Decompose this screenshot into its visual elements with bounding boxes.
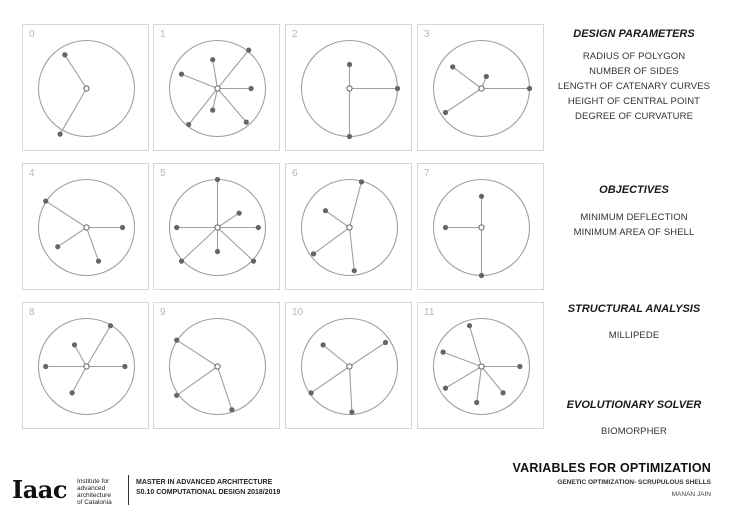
support-point <box>501 390 506 395</box>
variant-number: 1 <box>160 29 166 40</box>
iaac-logo: Iaac <box>12 475 67 504</box>
institute-line: Institute for <box>77 478 110 485</box>
support-point <box>443 225 448 230</box>
catenary-spoke <box>443 352 481 366</box>
footer-divider <box>128 475 129 505</box>
support-point <box>347 62 352 67</box>
program-name: MASTER IN ADVANCED ARCHITECTURE <box>136 479 273 486</box>
support-point <box>352 268 357 273</box>
support-point <box>246 48 251 53</box>
section-heading: EVOLUTIONARY SOLVER <box>566 399 702 411</box>
catenary-spoke <box>58 228 87 247</box>
shell-diagram <box>418 164 545 291</box>
shell-diagram <box>286 25 413 152</box>
support-point <box>249 86 254 91</box>
list-item: HEIGHT OF CENTRAL POINT <box>567 96 701 107</box>
design-parameters-list <box>548 49 720 124</box>
support-point <box>210 57 215 62</box>
support-point <box>474 400 479 405</box>
catenary-spoke <box>75 345 87 367</box>
catenary-spoke <box>182 74 218 88</box>
list-item: LENGTH OF CATENARY CURVES <box>557 81 711 92</box>
institute-line: advanced <box>77 485 106 492</box>
variant-number: 2 <box>292 29 298 40</box>
support-point <box>309 390 314 395</box>
catenary-spoke <box>477 367 482 403</box>
support-point <box>120 225 125 230</box>
support-point <box>441 350 446 355</box>
support-point <box>443 110 448 115</box>
list-item: NUMBER OF SIDES <box>589 66 679 77</box>
shell-variant-panel <box>153 24 280 151</box>
info-panel <box>548 0 720 460</box>
catenary-spoke <box>72 367 86 393</box>
support-point <box>186 122 191 127</box>
support-point <box>323 208 328 213</box>
institute-line: architecture <box>77 492 111 499</box>
shell-diagram <box>418 25 545 152</box>
list-item: DEGREE OF CURVATURE <box>574 111 694 122</box>
support-point <box>43 364 48 369</box>
support-point <box>215 249 220 254</box>
shell-diagram <box>23 25 150 152</box>
central-point <box>479 364 484 369</box>
support-point <box>479 273 484 278</box>
footer <box>0 455 730 516</box>
catenary-spoke <box>350 343 386 367</box>
support-point <box>58 132 63 137</box>
shell-variant-panel <box>417 24 544 151</box>
shell-variant-panel <box>285 163 412 290</box>
support-point <box>517 364 522 369</box>
objectives-list <box>548 210 720 240</box>
central-point <box>347 225 352 230</box>
catenary-spoke <box>350 228 355 271</box>
shell-variant-panel <box>417 163 544 290</box>
catenary-spoke <box>177 340 218 366</box>
support-point <box>450 64 455 69</box>
shell-variant-panel <box>22 24 149 151</box>
support-point <box>179 259 184 264</box>
support-point <box>527 86 532 91</box>
catenary-spoke <box>182 228 218 262</box>
shell-variant-panel <box>22 302 149 429</box>
central-point <box>347 364 352 369</box>
catenary-spoke <box>218 89 247 123</box>
shell-variant-panel <box>22 163 149 290</box>
support-point <box>210 108 215 113</box>
central-point <box>84 225 89 230</box>
catenary-spoke <box>482 367 504 393</box>
support-point <box>311 251 316 256</box>
support-point <box>96 259 101 264</box>
variant-number: 7 <box>424 168 430 179</box>
shell-diagram <box>154 164 281 291</box>
list-item: MINIMUM AREA OF SHELL <box>573 227 695 238</box>
support-point <box>174 338 179 343</box>
support-point <box>62 52 67 57</box>
shell-diagram <box>154 25 281 152</box>
central-point <box>215 364 220 369</box>
catenary-spoke <box>87 326 111 367</box>
support-point <box>43 199 48 204</box>
support-point <box>237 211 242 216</box>
page-title: VARIABLES FOR OPTIMIZATION <box>512 461 711 475</box>
support-point <box>244 120 249 125</box>
variant-number: 0 <box>29 29 35 40</box>
shell-variant-panel <box>417 302 544 429</box>
catenary-spoke <box>326 211 350 228</box>
shell-variant-panel <box>153 302 280 429</box>
central-point <box>84 86 89 91</box>
support-point <box>479 194 484 199</box>
support-point <box>72 342 77 347</box>
central-point <box>84 364 89 369</box>
shell-variant-panel <box>285 24 412 151</box>
central-point <box>215 225 220 230</box>
central-point <box>479 86 484 91</box>
catenary-spoke <box>350 367 352 413</box>
list-item: MILLIPEDE <box>608 330 660 341</box>
catenary-spoke <box>60 89 86 135</box>
support-point <box>215 177 220 182</box>
support-point <box>174 393 179 398</box>
shell-diagram <box>23 164 150 291</box>
catenary-spoke <box>65 55 87 89</box>
support-point <box>349 410 354 415</box>
support-point <box>359 179 364 184</box>
shell-diagram <box>154 303 281 430</box>
catenary-spoke <box>218 228 254 262</box>
catenary-spoke <box>213 60 218 89</box>
page-subtitle: GENETIC OPTIMIZATION- SCRUPULOUS SHELLS <box>557 479 711 486</box>
catenary-spoke <box>218 213 240 227</box>
variant-number: 4 <box>29 168 35 179</box>
shell-variant-panel <box>153 163 280 290</box>
variant-number: 5 <box>160 168 166 179</box>
variant-number: 9 <box>160 307 166 318</box>
support-point <box>108 323 113 328</box>
section-heading: DESIGN PARAMETERS <box>573 28 695 40</box>
catenary-spoke <box>177 367 218 396</box>
catenary-spoke <box>46 201 87 227</box>
catenary-spoke <box>218 50 249 88</box>
catenary-spoke <box>87 228 99 262</box>
support-point <box>467 323 472 328</box>
program-info <box>136 478 280 498</box>
institute-line: of Catalonia <box>77 499 112 506</box>
central-point <box>347 86 352 91</box>
section-heading: STRUCTURAL ANALYSIS <box>567 303 701 315</box>
list-item: RADIUS OF POLYGON <box>582 51 686 62</box>
variant-number: 11 <box>424 307 435 318</box>
list-item: BIOMORPHER <box>601 426 667 437</box>
support-point <box>347 134 352 139</box>
course-name: S0.10 COMPUTATIONAL DESIGN 2018/2019 <box>136 489 281 496</box>
catenary-spoke <box>446 367 482 389</box>
catenary-spoke <box>453 67 482 89</box>
support-point <box>179 72 184 77</box>
structural-analysis-list <box>548 328 720 343</box>
shell-diagram <box>286 303 413 430</box>
evolutionary-solver-list <box>548 424 720 439</box>
support-point <box>484 74 489 79</box>
support-point <box>256 225 261 230</box>
catenary-spoke <box>218 367 232 410</box>
variant-number: 6 <box>292 168 298 179</box>
list-item: MINIMUM DEFLECTION <box>580 212 688 223</box>
variant-number: 8 <box>29 307 35 318</box>
support-point <box>229 407 234 412</box>
section-heading: OBJECTIVES <box>599 184 669 196</box>
shell-variant-panel <box>285 302 412 429</box>
central-point <box>479 225 484 230</box>
shell-diagram <box>286 164 413 291</box>
catenary-spoke <box>314 228 350 254</box>
catenary-spoke <box>323 345 349 367</box>
central-point <box>215 86 220 91</box>
author-name: MANAN JAIN <box>671 491 711 498</box>
support-point <box>321 342 326 347</box>
variant-number: 10 <box>292 307 304 318</box>
support-point <box>55 244 60 249</box>
catenary-spoke <box>446 89 482 113</box>
catenary-spoke <box>470 326 482 367</box>
support-point <box>383 340 388 345</box>
catenary-spoke <box>350 182 362 228</box>
support-point <box>174 225 179 230</box>
support-point <box>251 259 256 264</box>
support-point <box>70 390 75 395</box>
variant-number: 3 <box>424 29 430 40</box>
catenary-spoke <box>311 367 349 393</box>
institute-name <box>77 478 112 506</box>
support-point <box>122 364 127 369</box>
support-point <box>443 386 448 391</box>
support-point <box>395 86 400 91</box>
shell-diagram <box>23 303 150 430</box>
shell-diagram <box>418 303 545 430</box>
